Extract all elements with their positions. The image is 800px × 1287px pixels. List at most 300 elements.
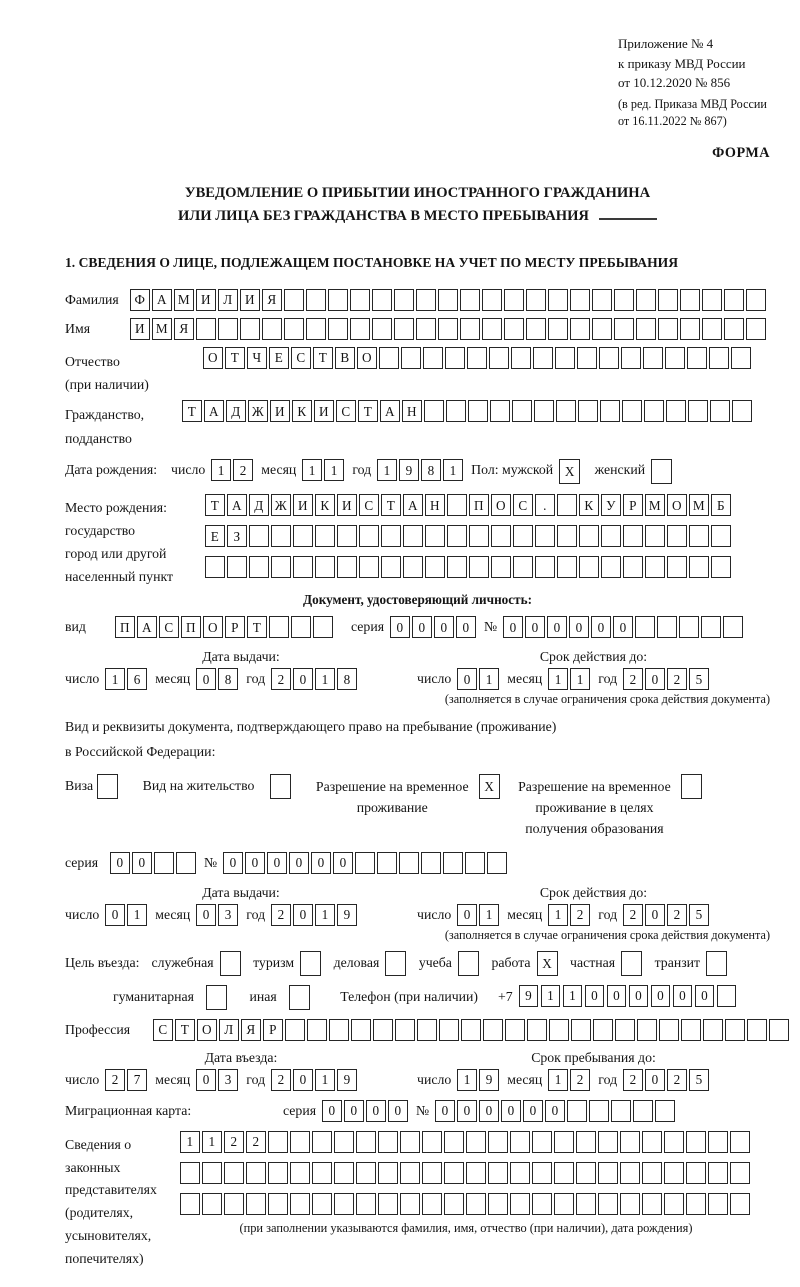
- char-cell[interactable]: [732, 400, 752, 422]
- char-cell[interactable]: 1: [548, 1069, 568, 1091]
- char-cell[interactable]: И: [130, 318, 150, 340]
- checkbox-cell[interactable]: X: [537, 951, 558, 976]
- char-cell[interactable]: М: [174, 289, 194, 311]
- checkbox-cell[interactable]: [220, 951, 241, 976]
- char-cell[interactable]: 0: [645, 1069, 665, 1091]
- char-cell[interactable]: [614, 289, 634, 311]
- char-cell[interactable]: 0: [333, 852, 353, 874]
- char-cell[interactable]: И: [270, 400, 290, 422]
- char-cell[interactable]: [315, 556, 335, 578]
- char-cell[interactable]: 1: [443, 459, 463, 481]
- char-cell[interactable]: [416, 318, 436, 340]
- char-cell[interactable]: [680, 289, 700, 311]
- char-cell[interactable]: [664, 1193, 684, 1215]
- char-cell[interactable]: [623, 525, 643, 547]
- char-cell[interactable]: 0: [196, 668, 216, 690]
- char-cell[interactable]: [688, 400, 708, 422]
- char-cell[interactable]: [306, 318, 326, 340]
- checkbox-cell[interactable]: X: [559, 459, 580, 484]
- char-cell[interactable]: А: [137, 616, 157, 638]
- char-cell[interactable]: [176, 852, 196, 874]
- char-cell[interactable]: [655, 1100, 675, 1122]
- char-cell[interactable]: [702, 318, 722, 340]
- char-cell[interactable]: [658, 289, 678, 311]
- char-cell[interactable]: [554, 1162, 574, 1184]
- char-cell[interactable]: [491, 525, 511, 547]
- char-cell[interactable]: [466, 1162, 486, 1184]
- char-cell[interactable]: [643, 347, 663, 369]
- char-cell[interactable]: Н: [425, 494, 445, 516]
- char-cell[interactable]: [576, 1131, 596, 1153]
- char-cell[interactable]: 0: [132, 852, 152, 874]
- char-cell[interactable]: 0: [311, 852, 331, 874]
- char-cell[interactable]: 2: [623, 1069, 643, 1091]
- char-cell[interactable]: 1: [479, 904, 499, 926]
- char-cell[interactable]: [328, 318, 348, 340]
- char-cell[interactable]: И: [240, 289, 260, 311]
- char-cell[interactable]: 2: [271, 668, 291, 690]
- char-cell[interactable]: [665, 347, 685, 369]
- char-cell[interactable]: 2: [623, 904, 643, 926]
- char-cell[interactable]: [355, 852, 375, 874]
- char-cell[interactable]: [592, 318, 612, 340]
- char-cell[interactable]: [403, 525, 423, 547]
- char-cell[interactable]: 1: [211, 459, 231, 481]
- char-cell[interactable]: [557, 525, 577, 547]
- char-cell[interactable]: Ч: [247, 347, 267, 369]
- char-cell[interactable]: [510, 1162, 530, 1184]
- char-cell[interactable]: Ф: [130, 289, 150, 311]
- char-cell[interactable]: 0: [293, 904, 313, 926]
- char-cell[interactable]: 1: [479, 668, 499, 690]
- char-cell[interactable]: [689, 556, 709, 578]
- char-cell[interactable]: [240, 318, 260, 340]
- char-cell[interactable]: П: [469, 494, 489, 516]
- char-cell[interactable]: [601, 556, 621, 578]
- char-cell[interactable]: 2: [667, 1069, 687, 1091]
- char-cell[interactable]: [642, 1193, 662, 1215]
- char-cell[interactable]: 0: [607, 985, 627, 1007]
- char-cell[interactable]: Т: [182, 400, 202, 422]
- char-cell[interactable]: О: [667, 494, 687, 516]
- char-cell[interactable]: О: [197, 1019, 217, 1041]
- char-cell[interactable]: О: [357, 347, 377, 369]
- char-cell[interactable]: [468, 400, 488, 422]
- char-cell[interactable]: [378, 1193, 398, 1215]
- char-cell[interactable]: [439, 1019, 459, 1041]
- char-cell[interactable]: [377, 852, 397, 874]
- char-cell[interactable]: [576, 1162, 596, 1184]
- char-cell[interactable]: [422, 1162, 442, 1184]
- char-cell[interactable]: [466, 1193, 486, 1215]
- char-cell[interactable]: 0: [293, 1069, 313, 1091]
- char-cell[interactable]: 0: [388, 1100, 408, 1122]
- char-cell[interactable]: [312, 1131, 332, 1153]
- char-cell[interactable]: [620, 1131, 640, 1153]
- char-cell[interactable]: [460, 318, 480, 340]
- char-cell[interactable]: [438, 318, 458, 340]
- char-cell[interactable]: [444, 1162, 464, 1184]
- char-cell[interactable]: 0: [547, 616, 567, 638]
- char-cell[interactable]: 0: [525, 616, 545, 638]
- char-cell[interactable]: [424, 400, 444, 422]
- char-cell[interactable]: [180, 1162, 200, 1184]
- char-cell[interactable]: [482, 289, 502, 311]
- char-cell[interactable]: 2: [667, 904, 687, 926]
- char-cell[interactable]: [709, 347, 729, 369]
- char-cell[interactable]: Ж: [271, 494, 291, 516]
- char-cell[interactable]: [196, 318, 216, 340]
- char-cell[interactable]: [680, 318, 700, 340]
- char-cell[interactable]: [570, 289, 590, 311]
- char-cell[interactable]: 0: [289, 852, 309, 874]
- char-cell[interactable]: К: [292, 400, 312, 422]
- char-cell[interactable]: [686, 1131, 706, 1153]
- char-cell[interactable]: 0: [523, 1100, 543, 1122]
- char-cell[interactable]: 0: [613, 616, 633, 638]
- char-cell[interactable]: [708, 1131, 728, 1153]
- char-cell[interactable]: Р: [225, 616, 245, 638]
- char-cell[interactable]: 1: [541, 985, 561, 1007]
- char-cell[interactable]: [268, 1131, 288, 1153]
- char-cell[interactable]: С: [513, 494, 533, 516]
- char-cell[interactable]: [469, 556, 489, 578]
- char-cell[interactable]: [593, 1019, 613, 1041]
- char-cell[interactable]: [642, 1162, 662, 1184]
- char-cell[interactable]: [598, 1131, 618, 1153]
- char-cell[interactable]: 0: [110, 852, 130, 874]
- char-cell[interactable]: [395, 1019, 415, 1041]
- char-cell[interactable]: [443, 852, 463, 874]
- char-cell[interactable]: 0: [645, 904, 665, 926]
- char-cell[interactable]: [399, 852, 419, 874]
- char-cell[interactable]: [489, 347, 509, 369]
- char-cell[interactable]: М: [689, 494, 709, 516]
- char-cell[interactable]: [315, 525, 335, 547]
- char-cell[interactable]: [381, 556, 401, 578]
- char-cell[interactable]: 0: [105, 904, 125, 926]
- char-cell[interactable]: [202, 1193, 222, 1215]
- checkbox-cell[interactable]: [385, 951, 406, 976]
- char-cell[interactable]: 2: [246, 1131, 266, 1153]
- char-cell[interactable]: Т: [205, 494, 225, 516]
- char-cell[interactable]: [556, 400, 576, 422]
- checkbox-cell[interactable]: [681, 774, 702, 799]
- char-cell[interactable]: [356, 1193, 376, 1215]
- char-cell[interactable]: [731, 347, 751, 369]
- char-cell[interactable]: Т: [358, 400, 378, 422]
- char-cell[interactable]: 2: [623, 668, 643, 690]
- char-cell[interactable]: [505, 1019, 525, 1041]
- char-cell[interactable]: [600, 400, 620, 422]
- char-cell[interactable]: Б: [711, 494, 731, 516]
- char-cell[interactable]: [711, 556, 731, 578]
- char-cell[interactable]: [249, 556, 269, 578]
- char-cell[interactable]: 0: [591, 616, 611, 638]
- char-cell[interactable]: [620, 1162, 640, 1184]
- char-cell[interactable]: [730, 1131, 750, 1153]
- char-cell[interactable]: [337, 556, 357, 578]
- char-cell[interactable]: 0: [457, 1100, 477, 1122]
- char-cell[interactable]: [224, 1193, 244, 1215]
- char-cell[interactable]: 2: [271, 1069, 291, 1091]
- char-cell[interactable]: А: [204, 400, 224, 422]
- char-cell[interactable]: [444, 1193, 464, 1215]
- char-cell[interactable]: [708, 1162, 728, 1184]
- char-cell[interactable]: [622, 400, 642, 422]
- char-cell[interactable]: [711, 525, 731, 547]
- char-cell[interactable]: Л: [218, 289, 238, 311]
- char-cell[interactable]: [667, 556, 687, 578]
- char-cell[interactable]: 1: [315, 668, 335, 690]
- char-cell[interactable]: [532, 1193, 552, 1215]
- char-cell[interactable]: [284, 318, 304, 340]
- char-cell[interactable]: [417, 1019, 437, 1041]
- char-cell[interactable]: [487, 852, 507, 874]
- char-cell[interactable]: [601, 525, 621, 547]
- char-cell[interactable]: [555, 347, 575, 369]
- char-cell[interactable]: 2: [570, 904, 590, 926]
- char-cell[interactable]: [372, 318, 392, 340]
- char-cell[interactable]: [526, 289, 546, 311]
- char-cell[interactable]: [717, 985, 737, 1007]
- char-cell[interactable]: 1: [302, 459, 322, 481]
- char-cell[interactable]: [571, 1019, 591, 1041]
- char-cell[interactable]: 0: [293, 668, 313, 690]
- char-cell[interactable]: [567, 1100, 587, 1122]
- char-cell[interactable]: [687, 347, 707, 369]
- char-cell[interactable]: [469, 525, 489, 547]
- char-cell[interactable]: [592, 289, 612, 311]
- char-cell[interactable]: 9: [399, 459, 419, 481]
- char-cell[interactable]: 6: [127, 668, 147, 690]
- char-cell[interactable]: И: [293, 494, 313, 516]
- char-cell[interactable]: А: [403, 494, 423, 516]
- char-cell[interactable]: [293, 556, 313, 578]
- char-cell[interactable]: [246, 1162, 266, 1184]
- char-cell[interactable]: Р: [263, 1019, 283, 1041]
- char-cell[interactable]: 2: [105, 1069, 125, 1091]
- char-cell[interactable]: [425, 525, 445, 547]
- char-cell[interactable]: С: [159, 616, 179, 638]
- char-cell[interactable]: И: [337, 494, 357, 516]
- char-cell[interactable]: 0: [503, 616, 523, 638]
- char-cell[interactable]: [578, 400, 598, 422]
- char-cell[interactable]: [306, 289, 326, 311]
- char-cell[interactable]: [334, 1193, 354, 1215]
- char-cell[interactable]: [746, 289, 766, 311]
- char-cell[interactable]: [268, 1162, 288, 1184]
- char-cell[interactable]: [636, 318, 656, 340]
- char-cell[interactable]: [576, 1193, 596, 1215]
- char-cell[interactable]: 2: [570, 1069, 590, 1091]
- char-cell[interactable]: 0: [434, 616, 454, 638]
- char-cell[interactable]: [401, 347, 421, 369]
- char-cell[interactable]: В: [335, 347, 355, 369]
- char-cell[interactable]: Е: [205, 525, 225, 547]
- char-cell[interactable]: 0: [645, 668, 665, 690]
- checkbox-cell[interactable]: [270, 774, 291, 799]
- char-cell[interactable]: [686, 1162, 706, 1184]
- char-cell[interactable]: [491, 556, 511, 578]
- char-cell[interactable]: [351, 1019, 371, 1041]
- char-cell[interactable]: [526, 318, 546, 340]
- char-cell[interactable]: 1: [570, 668, 590, 690]
- char-cell[interactable]: [378, 1131, 398, 1153]
- char-cell[interactable]: [423, 347, 443, 369]
- char-cell[interactable]: 8: [218, 668, 238, 690]
- char-cell[interactable]: [532, 1131, 552, 1153]
- char-cell[interactable]: [664, 1162, 684, 1184]
- char-cell[interactable]: [350, 318, 370, 340]
- char-cell[interactable]: [645, 556, 665, 578]
- char-cell[interactable]: [416, 289, 436, 311]
- char-cell[interactable]: 1: [377, 459, 397, 481]
- char-cell[interactable]: [621, 347, 641, 369]
- char-cell[interactable]: [635, 616, 655, 638]
- char-cell[interactable]: [554, 1131, 574, 1153]
- char-cell[interactable]: [379, 347, 399, 369]
- char-cell[interactable]: [313, 616, 333, 638]
- char-cell[interactable]: 9: [479, 1069, 499, 1091]
- char-cell[interactable]: [421, 852, 441, 874]
- char-cell[interactable]: А: [152, 289, 172, 311]
- char-cell[interactable]: [488, 1193, 508, 1215]
- char-cell[interactable]: [447, 525, 467, 547]
- checkbox-cell[interactable]: X: [479, 774, 500, 799]
- char-cell[interactable]: 8: [421, 459, 441, 481]
- checkbox-cell[interactable]: [289, 985, 310, 1010]
- char-cell[interactable]: 0: [457, 668, 477, 690]
- char-cell[interactable]: 0: [390, 616, 410, 638]
- char-cell[interactable]: [328, 289, 348, 311]
- char-cell[interactable]: [334, 1131, 354, 1153]
- char-cell[interactable]: [620, 1193, 640, 1215]
- char-cell[interactable]: 0: [695, 985, 715, 1007]
- char-cell[interactable]: [488, 1162, 508, 1184]
- char-cell[interactable]: [534, 400, 554, 422]
- char-cell[interactable]: [557, 556, 577, 578]
- char-cell[interactable]: [658, 318, 678, 340]
- char-cell[interactable]: 5: [689, 904, 709, 926]
- char-cell[interactable]: 0: [585, 985, 605, 1007]
- char-cell[interactable]: [447, 494, 467, 516]
- char-cell[interactable]: [444, 1131, 464, 1153]
- char-cell[interactable]: А: [227, 494, 247, 516]
- char-cell[interactable]: [447, 556, 467, 578]
- char-cell[interactable]: [686, 1193, 706, 1215]
- char-cell[interactable]: [359, 556, 379, 578]
- char-cell[interactable]: [689, 525, 709, 547]
- char-cell[interactable]: [769, 1019, 789, 1041]
- char-cell[interactable]: М: [152, 318, 172, 340]
- char-cell[interactable]: [589, 1100, 609, 1122]
- char-cell[interactable]: 1: [548, 668, 568, 690]
- char-cell[interactable]: [599, 347, 619, 369]
- char-cell[interactable]: 0: [322, 1100, 342, 1122]
- char-cell[interactable]: [284, 289, 304, 311]
- char-cell[interactable]: [312, 1193, 332, 1215]
- char-cell[interactable]: [511, 347, 531, 369]
- char-cell[interactable]: 1: [457, 1069, 477, 1091]
- char-cell[interactable]: [268, 1193, 288, 1215]
- char-cell[interactable]: 0: [479, 1100, 499, 1122]
- char-cell[interactable]: [724, 318, 744, 340]
- char-cell[interactable]: [466, 1131, 486, 1153]
- char-cell[interactable]: Д: [249, 494, 269, 516]
- char-cell[interactable]: 9: [519, 985, 539, 1007]
- char-cell[interactable]: 0: [196, 1069, 216, 1091]
- char-cell[interactable]: [422, 1131, 442, 1153]
- char-cell[interactable]: 0: [456, 616, 476, 638]
- char-cell[interactable]: [723, 616, 743, 638]
- checkbox-cell[interactable]: [97, 774, 118, 799]
- char-cell[interactable]: [180, 1193, 200, 1215]
- char-cell[interactable]: 0: [457, 904, 477, 926]
- char-cell[interactable]: [636, 289, 656, 311]
- char-cell[interactable]: 1: [324, 459, 344, 481]
- char-cell[interactable]: [513, 556, 533, 578]
- char-cell[interactable]: [724, 289, 744, 311]
- char-cell[interactable]: [532, 1162, 552, 1184]
- char-cell[interactable]: [337, 525, 357, 547]
- char-cell[interactable]: [422, 1193, 442, 1215]
- char-cell[interactable]: С: [336, 400, 356, 422]
- char-cell[interactable]: [702, 289, 722, 311]
- char-cell[interactable]: [202, 1162, 222, 1184]
- char-cell[interactable]: [579, 525, 599, 547]
- char-cell[interactable]: 1: [563, 985, 583, 1007]
- char-cell[interactable]: [598, 1193, 618, 1215]
- char-cell[interactable]: 9: [337, 904, 357, 926]
- checkbox-cell[interactable]: [300, 951, 321, 976]
- char-cell[interactable]: [512, 400, 532, 422]
- char-cell[interactable]: [504, 289, 524, 311]
- char-cell[interactable]: И: [314, 400, 334, 422]
- char-cell[interactable]: 0: [545, 1100, 565, 1122]
- char-cell[interactable]: [535, 556, 555, 578]
- char-cell[interactable]: [400, 1131, 420, 1153]
- char-cell[interactable]: О: [491, 494, 511, 516]
- char-cell[interactable]: [747, 1019, 767, 1041]
- char-cell[interactable]: [513, 525, 533, 547]
- char-cell[interactable]: [510, 1131, 530, 1153]
- char-cell[interactable]: 2: [667, 668, 687, 690]
- char-cell[interactable]: [312, 1162, 332, 1184]
- char-cell[interactable]: [637, 1019, 657, 1041]
- char-cell[interactable]: [657, 616, 677, 638]
- char-cell[interactable]: [350, 289, 370, 311]
- char-cell[interactable]: Я: [241, 1019, 261, 1041]
- char-cell[interactable]: [403, 556, 423, 578]
- char-cell[interactable]: 2: [271, 904, 291, 926]
- checkbox-cell[interactable]: [706, 951, 727, 976]
- char-cell[interactable]: [644, 400, 664, 422]
- char-cell[interactable]: И: [196, 289, 216, 311]
- char-cell[interactable]: [293, 525, 313, 547]
- char-cell[interactable]: [679, 616, 699, 638]
- char-cell[interactable]: [290, 1193, 310, 1215]
- char-cell[interactable]: [701, 616, 721, 638]
- char-cell[interactable]: [262, 318, 282, 340]
- char-cell[interactable]: К: [315, 494, 335, 516]
- char-cell[interactable]: [249, 525, 269, 547]
- char-cell[interactable]: [549, 1019, 569, 1041]
- char-cell[interactable]: [645, 525, 665, 547]
- char-cell[interactable]: [285, 1019, 305, 1041]
- char-cell[interactable]: [664, 1131, 684, 1153]
- char-cell[interactable]: 0: [569, 616, 589, 638]
